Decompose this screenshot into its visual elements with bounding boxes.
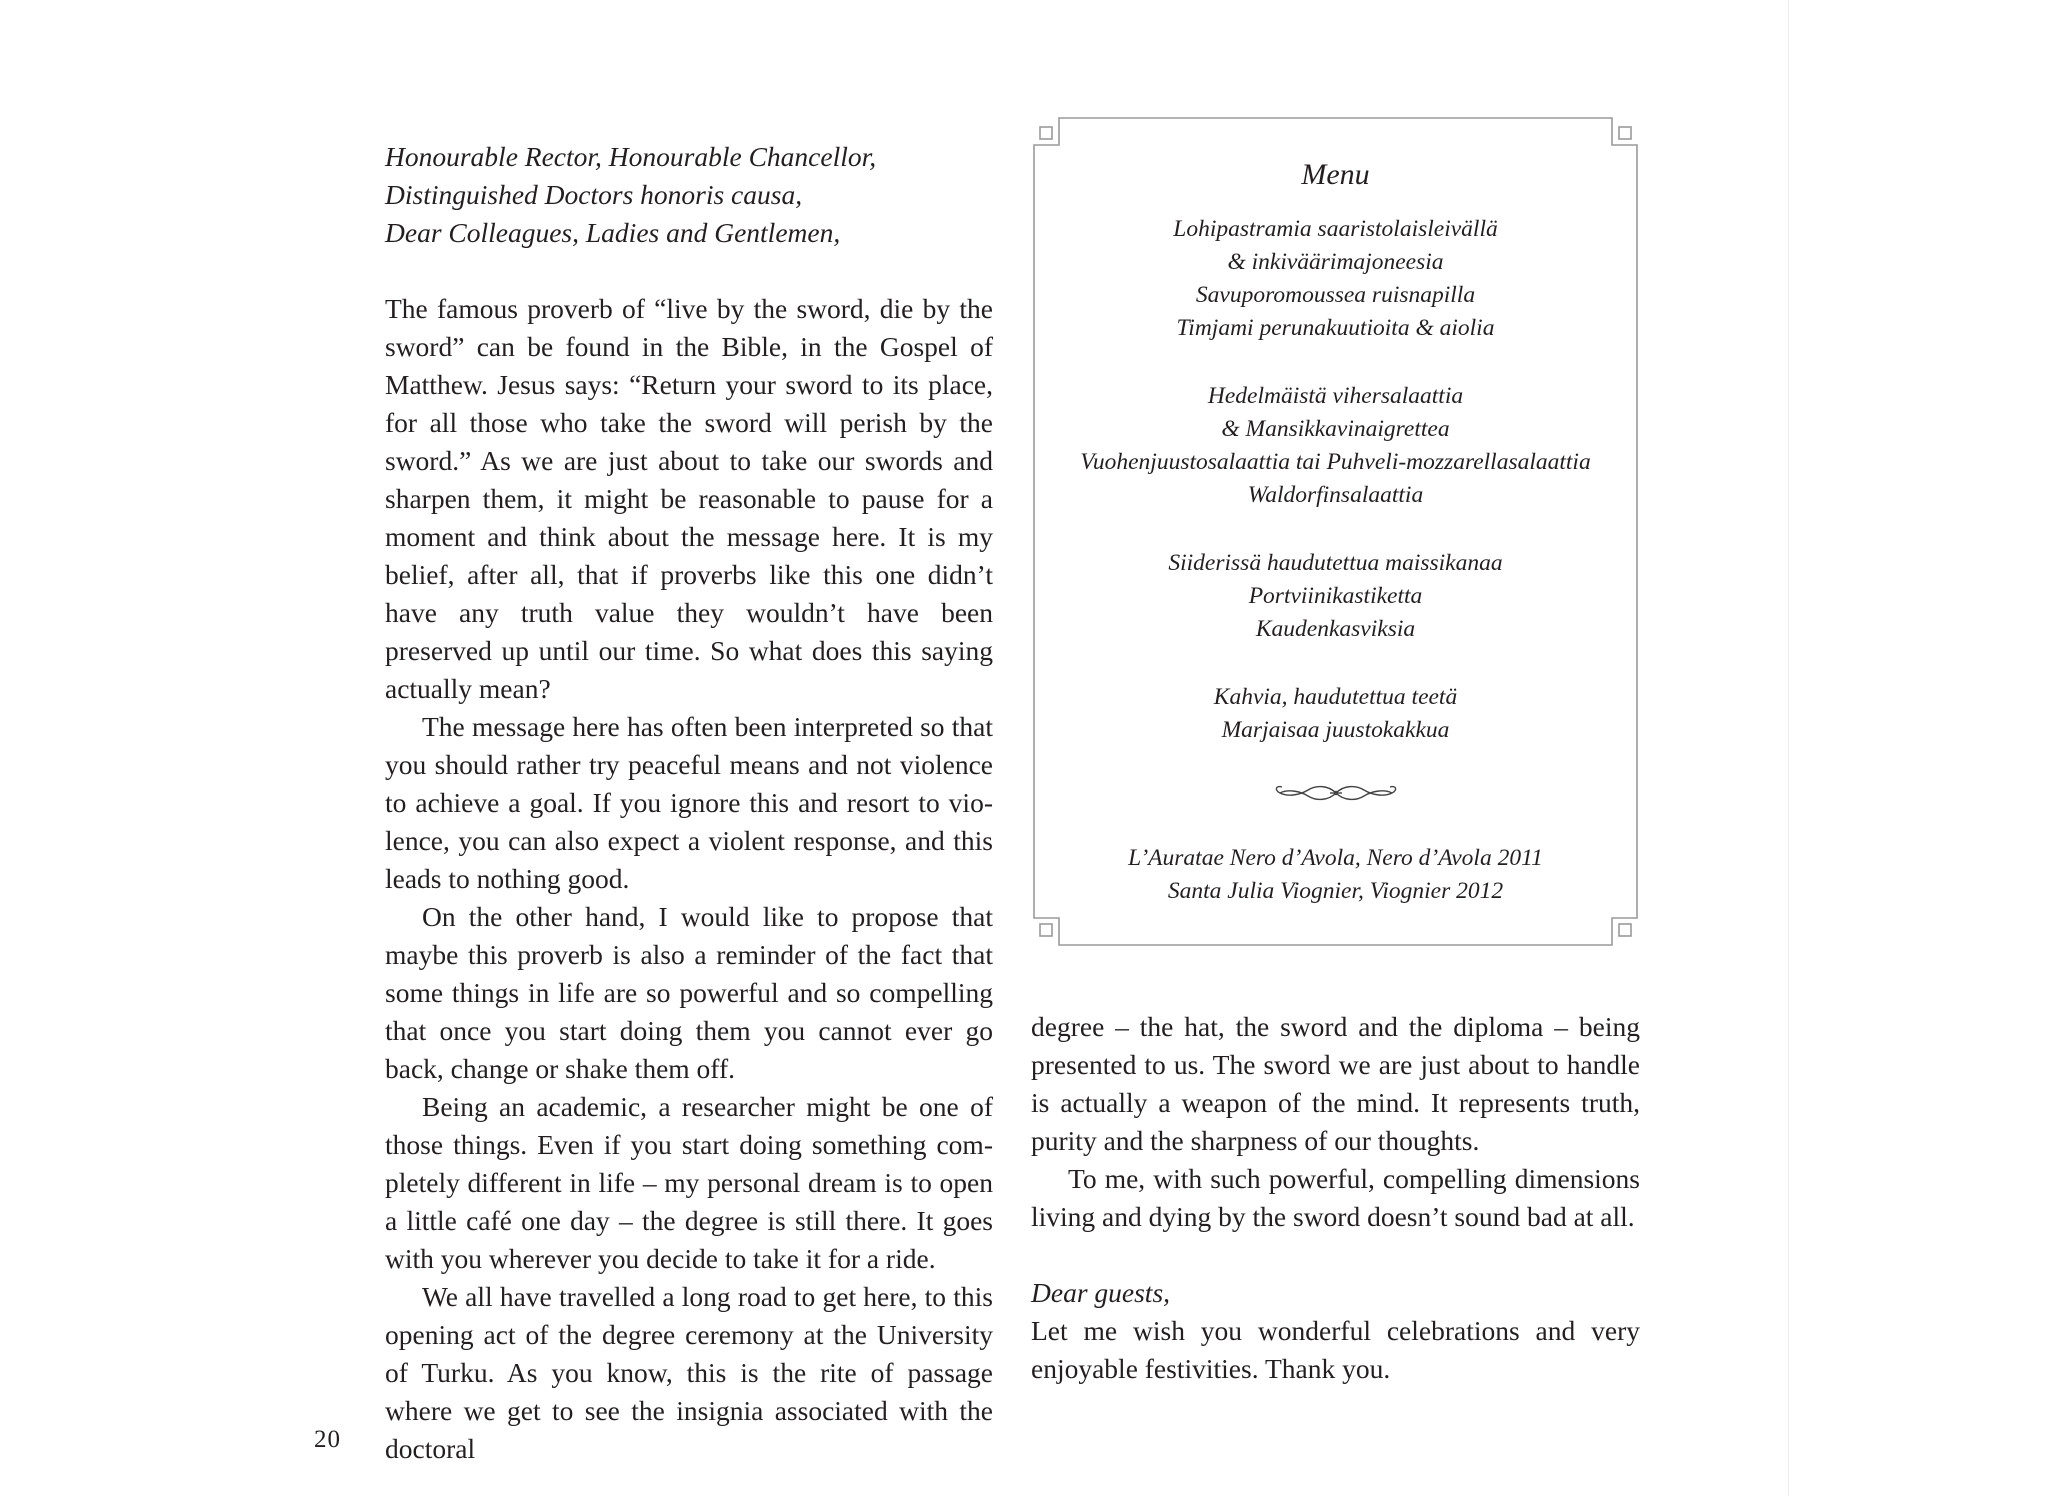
- menu-content: [1031, 155, 1640, 908]
- menu-item: Vuohenjuustosalaattia tai Puhveli-mozzarellasalaattia: [1080, 449, 1591, 475]
- menu-wines: [1031, 842, 1640, 908]
- paragraph: To me, with such powerful, compelling dimensions living and dying by the sword doesn’t sound bad at all.: [1031, 1163, 1640, 1232]
- menu-item: Waldorfinsalaattia: [1247, 482, 1424, 508]
- page-number: 20: [314, 1426, 341, 1453]
- left-column: [385, 138, 993, 1468]
- menu-item: Kaudenkasviksia: [1255, 616, 1416, 642]
- menu-item: Savuporomoussea ruisnapilla: [1195, 282, 1476, 308]
- menu-item: Siiderissä haudutettua maissikanaa: [1168, 550, 1503, 576]
- menu-item: Hedelmäistä vihersalaattia: [1207, 383, 1464, 409]
- menu-item: & inkiväärimajoneesia: [1227, 249, 1444, 275]
- menu-item: Portviinikastiketta: [1248, 583, 1423, 609]
- wine-item: L’Auratae Nero d’Avola, Nero d’Avola 2011: [1128, 845, 1543, 871]
- menu-title: Menu: [1301, 158, 1370, 191]
- closing-text: [1031, 1312, 1640, 1388]
- right-column: [1031, 1008, 1640, 1388]
- menu-item: Timjami perunakuutioita & aiolia: [1176, 315, 1495, 341]
- menu-course-group: [1031, 681, 1640, 747]
- flourish-ornament-icon: [1268, 782, 1404, 804]
- paragraph: On the other hand, I would like to propose that maybe this proverb is also a reminder of the fact that some things in life are so powerful and so compelling that once you start doing them you cannot ever go back, change or shake them off.: [385, 901, 993, 1084]
- salutation-line: Distinguished Doctors honoris causa,: [385, 179, 803, 210]
- menu-course-group: [1031, 380, 1640, 512]
- menu-item: & Mansikkavinaigrettea: [1221, 416, 1450, 442]
- salutation-line: Dear Colleagues, Ladies and Gentlemen,: [385, 217, 841, 248]
- paragraph: The famous proverb of “live by the sword, die by the sword” can be found in the Bible, in the Gospel of Matthew. Jesus says: “Return your sword to its place, for all those who take the sword will perish by the sword.” As we are just about to take our swords and sharpen them, it might be reasonable to pause for a moment and think about the message here. It is my belief, after all, that if proverbs like this one didn’t have any truth value they wouldn’t have been preserved up until our time. So what does this saying actually mean?: [385, 293, 993, 704]
- menu-item: Kahvia, haudutettua teetä: [1213, 684, 1458, 710]
- wine-item: Santa Julia Viognier, Viognier 2012: [1167, 878, 1504, 904]
- menu-course-group: [1031, 213, 1640, 345]
- salutation: [385, 138, 993, 252]
- salutation-line: Honourable Rector, Honourable Chancellor,: [385, 141, 877, 172]
- menu-course-group: [1031, 547, 1640, 646]
- paragraph: degree – the hat, the sword and the diploma – being presented to us. The sword we are just about to handle is actually a weapon of the mind. It represents truth, purity and the sharpness of our thoughts.: [1031, 1011, 1640, 1156]
- paragraph: We all have travelled a long road to get here, to this opening act of the degree ceremony at the University of Turku. As you know, this is the rite of passage where we get to see the insignia associated with the doctoral: [385, 1281, 993, 1464]
- menu-item: Marjaisaa juustokakkua: [1221, 717, 1450, 743]
- speech-body-left: [385, 290, 993, 1468]
- page-edge: [1788, 0, 1789, 1496]
- paragraph: Let me wish you wonderful celebrations and very enjoyable festivities. Thank you.: [1031, 1315, 1640, 1384]
- menu-card: [1031, 115, 1640, 948]
- speech-body-right: [1031, 1008, 1640, 1236]
- paragraph: Being an academic, a researcher might be one of those things. Even if you start doing something completely different in life – my personal dream is to open a little café one day – the degree is still there. It goes with you wherever you decide to take it for a ride.: [385, 1091, 993, 1274]
- menu-item: Lohipastramia saaristolaisleivällä: [1173, 216, 1498, 242]
- guests-salutation: Dear guests,: [1031, 1277, 1171, 1308]
- paragraph: The message here has often been interpreted so that you should rather try peaceful means and not violence to achieve a goal. If you ignore this and resort to violence, you can also expect a violent response, and this leads to nothing good.: [385, 711, 993, 894]
